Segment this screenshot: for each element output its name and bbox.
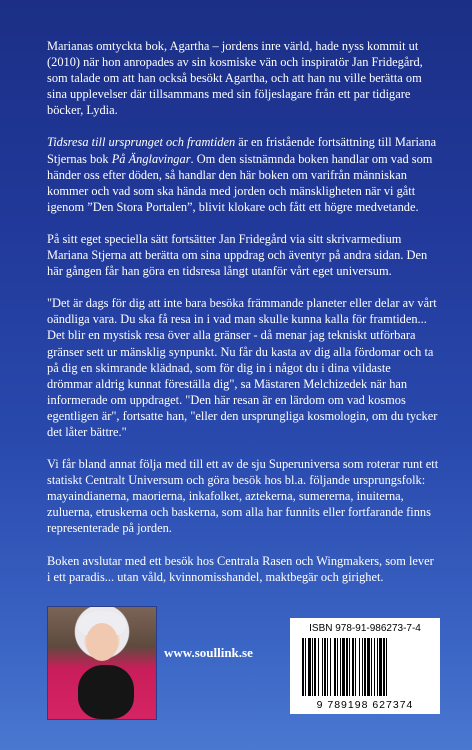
isbn-label: ISBN 978-91-986273-7-4: [309, 623, 421, 634]
barcode-bar: [355, 638, 356, 696]
book-title-text: Tidsresa till ursprunget och framtiden: [47, 135, 236, 150]
barcode-bar: [367, 638, 370, 696]
barcode-bar: [379, 638, 382, 696]
barcode-bar: [346, 638, 348, 696]
paragraph-text: Vi får bland annat följa med till ett av de sju Superuniversa som roterar runt ett statiskt Centralt Universum och göra besök hos bl.a. följande ursprungsfolk: mayaindianerna, maorierna, inkafolket, aztekerna, sumererna, inuiterna, zuluerna, etruskerna och baskerna, som alla har funnits eller fortfarande finns representerade på jorden.: [47, 457, 439, 536]
paragraph-text: . Om den sistnämnda boken handlar om vad som händer oss efter döden, så handlar den här boken om varifrån människan kommer och vad som ska hända med jorden och mänskligheten när vi gått igenom ”Den Stora Portalen”, blivit klokare och fått ett högre medvetande.: [47, 151, 433, 214]
barcode-bar: [374, 638, 375, 696]
barcode-bar: [324, 638, 326, 696]
barcode-icon: [300, 638, 430, 698]
barcode-bar: [340, 638, 341, 696]
blurb-paragraph: [47, 231, 439, 279]
book-title-text: På Änglavingar: [111, 151, 191, 166]
barcode-bar: [352, 638, 354, 696]
author-face: [86, 623, 118, 661]
paragraph-text: "Det är dags för dig att inte bara besöka främmande planeter eller delar av vårt oändliga vara. Du ska få resa in i vad man skulle kunna kalla för framtiden... Det blir en mystisk resa över alla gränser - då menar jag tekniskt utförbara gränser sett ur mänsklig synpunkt. Nu får du kasta av dig alla fördomar och ta på dig en skimrande klädnad, som för dig in i något du i dina vildaste drömmar aldrig kunnat föreställa dig", sa Mästaren Melchizedek när han informerade om uppdraget. "Den här resan är en lärdom om vad kosmos egentligen är", fortsatte han, "eller den ursprungliga kosmologin, om du tycker det låter bättre.": [47, 296, 438, 439]
paragraph-text: På sitt eget speciella sätt fortsätter Jan Fridegård via sitt skrivarmedium Mariana Stjerna att berätta om sina uppdrag och äventyr på andra sidan. Den här gången får han göra en tidsresa långt utanför vårt eget universum.: [47, 231, 428, 279]
barcode-bar: [302, 638, 304, 696]
barcode-bar: [308, 638, 311, 696]
blurb-paragraph: [47, 134, 439, 214]
barcode-bar: [386, 638, 387, 696]
barcode-number: 9 789198 627374: [316, 699, 414, 711]
barcode-bar: [383, 638, 385, 696]
blurb-paragraph: [47, 553, 439, 585]
barcode-bar: [377, 638, 378, 696]
barcode-bar: [314, 638, 316, 696]
barcode-bar: [327, 638, 328, 696]
barcode-bar: [330, 638, 331, 696]
barcode-bar: [312, 638, 313, 696]
paragraph-text: Marianas omtyckta bok, Agartha – jordens inre värld, hade nyss kommit ut (2010) när hon anropades av sin kosmiske vän och inspiratör Jan Fridegård, som talade om att han också besökt Agartha, och att han nu ville berätta om sina upplevelser där tillsammans med sin följeslagare från ett par tidigare böcker, Lydia.: [47, 39, 423, 118]
blurb-paragraph: [47, 456, 439, 536]
publisher-website[interactable]: www.soullink.se: [164, 645, 253, 660]
barcode-bar: [334, 638, 336, 696]
isbn-barcode-box: [290, 618, 440, 714]
barcode-bar: [318, 638, 319, 696]
barcode-bar: [359, 638, 360, 696]
barcode-bar: [342, 638, 345, 696]
barcode-bar: [371, 638, 372, 696]
blurb-text: [47, 38, 439, 601]
barcode-bar: [362, 638, 363, 696]
barcode-bar: [337, 638, 338, 696]
blurb-paragraph: [47, 38, 439, 118]
author-photo: [47, 606, 157, 720]
barcode-bar: [364, 638, 366, 696]
paragraph-text: är en fristående fortsättning till Mariana Stjernas bok: [47, 135, 437, 166]
blurb-paragraph: [47, 295, 439, 440]
barcode-bar: [349, 638, 350, 696]
barcode-bar: [305, 638, 306, 696]
barcode-bar: [322, 638, 323, 696]
dog-figure: [78, 665, 134, 719]
paragraph-text: Boken avslutar med ett besök hos Centrala Rasen och Wingmakers, som lever i ett paradis... utan våld, kvinnomisshandel, maktbegär och girighet.: [47, 553, 434, 584]
